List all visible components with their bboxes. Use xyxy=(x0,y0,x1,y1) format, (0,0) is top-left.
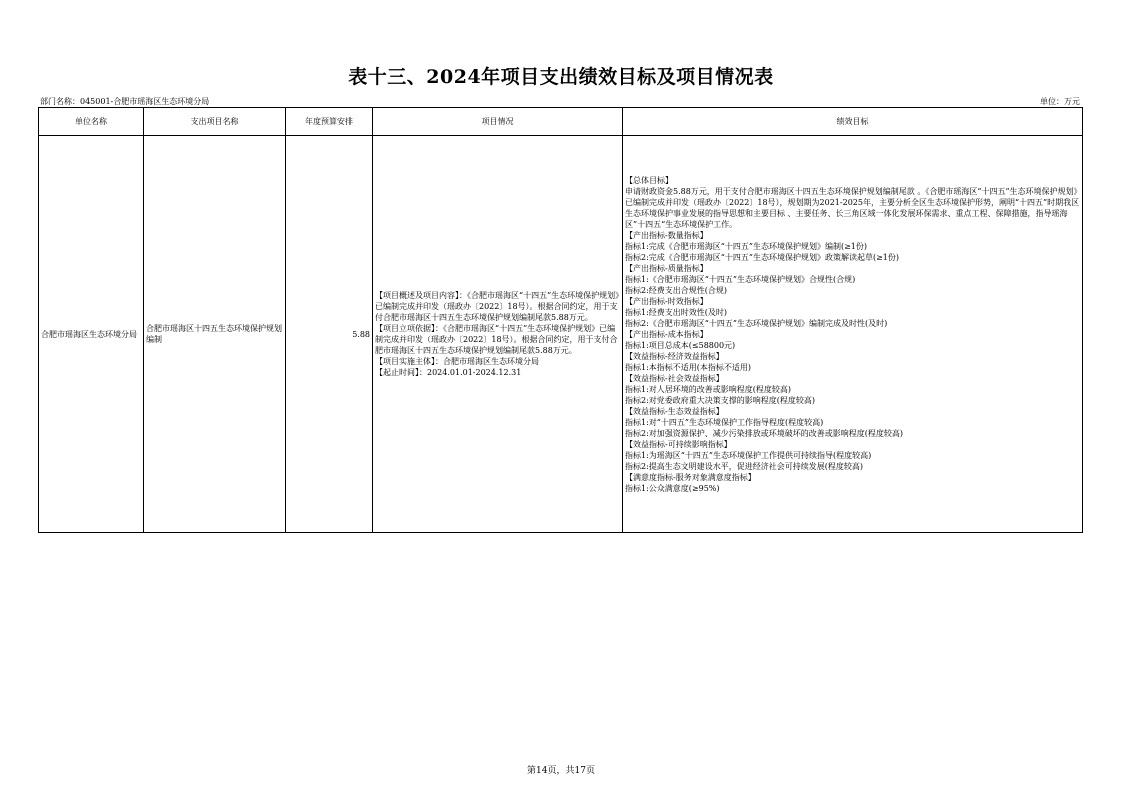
cell-budget: 5.88 xyxy=(286,136,373,533)
performance-table xyxy=(38,107,1083,533)
header-situation: 项目情况 xyxy=(373,108,623,136)
cell-unit-name: 合肥市瑶海区生态环境分局 xyxy=(39,136,144,533)
department-name: 部门名称：045001-合肥市瑶海区生态环境分局 xyxy=(40,97,210,106)
header-budget: 年度预算安排 xyxy=(286,108,373,136)
header-goals: 绩效目标 xyxy=(623,108,1083,136)
goal-line: 【效益指标-可持续影响指标】 xyxy=(625,439,732,449)
header-unit-name: 单位名称 xyxy=(39,108,144,136)
goal-line: 【产出指标-质量指标】 xyxy=(625,263,708,273)
page-number: 第14页，共17页 xyxy=(527,766,595,776)
goal-line: 【效益指标-经济效益指标】 xyxy=(625,351,724,361)
goal-line: 【总体目标】 xyxy=(625,175,673,185)
situation-basis: 【项目立项依据】：《合肥市瑶海区“十四五”生态环境保护规划》已编制完成并印发（瑶政办〔2022〕18号）。根据合同约定，用于支付合肥市瑶海区十四五生态环境保护规划编制尾款5.88万元。 xyxy=(375,324,618,355)
goal-line: 【产出指标-数量指标】 xyxy=(625,230,708,240)
goal-line: 【效益指标-生态效益指标】 xyxy=(625,406,724,416)
cell-situation xyxy=(373,136,623,533)
goal-line: 指标1:公众满意度(≥95%) xyxy=(625,483,720,493)
goal-line: 指标1:项目总成本(≤58800元) xyxy=(625,340,736,350)
goal-line: 指标2:经费支出合规性(合规) xyxy=(625,285,728,295)
goal-line: 指标1:本指标不适用(本指标不适用) xyxy=(625,362,752,372)
goal-line: 【满意度指标-服务对象满意度指标】 xyxy=(625,472,756,482)
goal-line: 指标1:《合肥市瑶海区“十四五”生态环境保护规划》合规性(合规) xyxy=(625,274,856,284)
goal-line: 指标2:《合肥市瑶海区“十四五”生态环境保护规划》编制完成及时性(及时) xyxy=(625,318,888,328)
situation-subject: 【项目实施主体】：合肥市瑶海区生态环境分局 xyxy=(375,357,539,366)
goal-line: 指标1:经费支出时效性(及时) xyxy=(625,307,728,317)
situation-overview: 【项目概述及项目内容】：《合肥市瑶海区“十四五”生态环境保护规划》已编制完成并印发（瑶政办〔2022〕18号）。根据合同约定，用于支付合肥市瑶海区十四五生态环境保护规划编制尾款5.88万元。 xyxy=(375,291,620,322)
unit-label: 单位：万元 xyxy=(1040,97,1080,106)
goal-line: 申请财政资金5.88万元，用于支付合肥市瑶海区十四五生态环境保护规划编制尾款 。《合肥市瑶海区“十四五”生态环境保护规划》已编制完成并印发（瑶政办〔2022〕18号），规划期为2021-2025年，主要分析全区生态环境保护形势，阐明“十四五”时期我区生态环境保护事业发展的指导思想和主要目标 、主要任务、长三角区域一体化发展环保需求、重点工程、保障措施，指导瑶海区”十四五“生态环境保护工作。 xyxy=(625,186,1080,229)
goal-line: 指标2:对党委政府重大决策支撑的影响程度(程度较高) xyxy=(625,395,816,405)
table-header-row xyxy=(39,108,1083,136)
goal-line: 【效益指标-社会效益指标】 xyxy=(625,373,724,383)
page-title: 表十三、2024年项目支出绩效目标及项目情况表 xyxy=(348,66,774,88)
goal-line: 指标2:对加强资源保护、减少污染排放或环境破坏的改善或影响程度(程度较高) xyxy=(625,428,904,438)
goal-line: 指标2:提高生态文明建设水平，促进经济社会可持续发展(程度较高) xyxy=(625,461,864,471)
goal-line: 指标1:对人居环境的改善或影响程度(程度较高) xyxy=(625,384,792,394)
situation-period: 【起止时间】：2024.01.01-2024.12.31 xyxy=(375,368,522,377)
cell-project-name: 合肥市瑶海区十四五生态环境保护规划编制 xyxy=(144,136,286,533)
goal-line: 指标2:完成《合肥市瑶海区“十四五”生态环境保护规划》政策解读起草(≥1份) xyxy=(625,252,899,262)
goal-line: 指标1:完成《合肥市瑶海区“十四五”生态环境保护规划》编制(≥1份) xyxy=(625,241,867,251)
goal-line: 【产出指标-成本指标】 xyxy=(625,329,708,339)
goal-line: 指标1:对“十四五”生态环境保护工作指导程度(程度较高) xyxy=(625,417,824,427)
goal-line: 指标1:为瑶海区“十四五”生态环境保护工作提供可持续指导(程度较高) xyxy=(625,450,872,460)
goal-line: 【产出指标-时效指标】 xyxy=(625,296,708,306)
table-row xyxy=(39,136,1083,533)
header-project-name: 支出项目名称 xyxy=(144,108,286,136)
cell-goals xyxy=(623,136,1083,533)
